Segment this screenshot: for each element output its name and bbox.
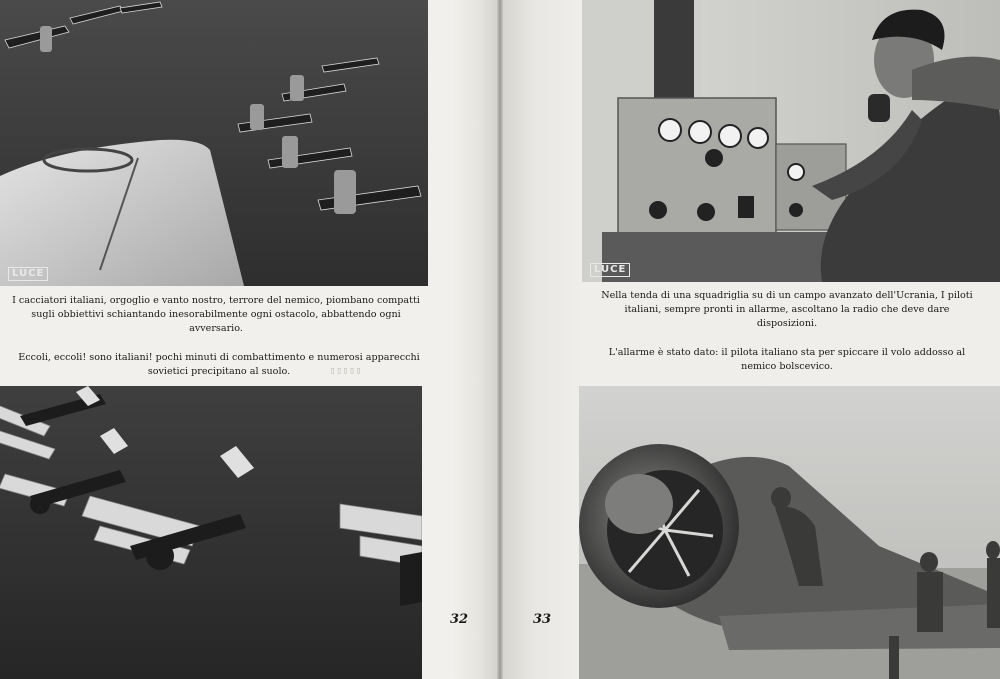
luce-watermark: LUCE xyxy=(8,267,48,281)
photo-fighter-formation xyxy=(0,0,428,286)
caption-radio-tent: Nella tenda di una squadriglia su di un campo avanzato dell'Ucrania, I piloti italiani, sempre pronti in allarme, ascoltano la radio che deve dare disposizioni. xyxy=(601,290,973,329)
biplanes-image xyxy=(0,386,422,679)
fighter-formation-image xyxy=(0,0,428,286)
photo-pilot-boarding xyxy=(579,386,1000,679)
pilot-boarding-image xyxy=(579,386,1000,679)
photo-radio-tent xyxy=(582,0,1000,282)
page-number-left: 32 xyxy=(450,612,469,627)
faded-stamp: ▯▯▯▯▯ xyxy=(330,366,363,376)
caption-alarm: L'allarme è stato dato: il pilota italiano sta per spiccare il volo addosso al nemico bolscevico. xyxy=(608,347,966,372)
page-edge-shadow xyxy=(452,0,497,679)
photo-biplanes xyxy=(0,386,422,679)
page-edge-shadow-right xyxy=(503,0,583,679)
page-number-right: 33 xyxy=(533,612,552,627)
luce-watermark-right: LUCE xyxy=(590,263,630,277)
caption-soviet-planes: Eccoli, eccoli! sono italiani! pochi minuti di combattimento e numerosi apparecchi sovietici precipitano al suolo. xyxy=(18,352,420,377)
radio-tent-image xyxy=(582,0,1000,282)
caption-fighters: I cacciatori italiani, orgoglio e vanto nostro, terrore del nemico, piombano compatti sugli obbiettivi schiantando inesorabilmente ogni ostacolo, abbattendo ogni avversario. xyxy=(12,295,420,334)
left-page xyxy=(0,0,497,679)
right-page xyxy=(503,0,1000,679)
